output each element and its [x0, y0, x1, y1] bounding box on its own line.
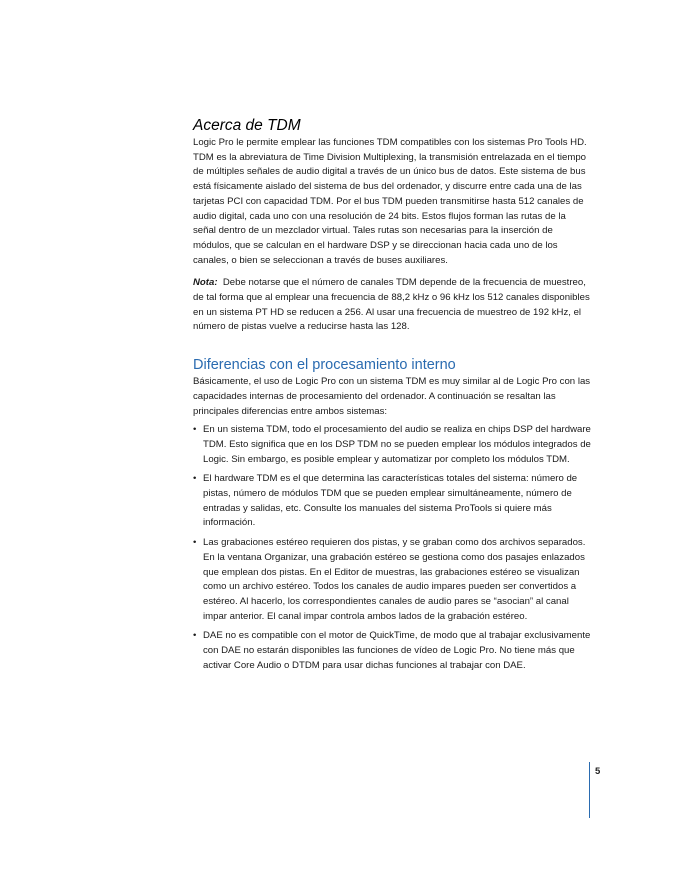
- differences-intro: Básicamente, el uso de Logic Pro con un sistema TDM es muy similar al de Logic Pro con las capacidades internas de procesamiento del ordenador. A continuación se resaltan las principales diferencias entre ambos sistemas:: [193, 376, 591, 417]
- list-item: [193, 629, 591, 673]
- section-title-tdm: Acerca de TDM: [193, 117, 301, 134]
- bullet-icon: •: [193, 630, 197, 642]
- bullet-icon: •: [193, 537, 197, 549]
- list-item-text: DAE no es compatible con el motor de QuickTime, de modo que al trabajar exclusivamente con DAE no estarán disponibles las funciones de vídeo de Logic Pro. No tiene más que activar Core Audio o DTDM para usar dichas funciones al trabajar con DAE.: [203, 630, 591, 671]
- page-number: 5: [595, 766, 601, 777]
- note-text: Debe notarse que el número de canales TDM depende de la frecuencia de muestreo, de tal forma que al emplear una frecuencia de 88,2 kHz o 96 kHz los 512 canales disponibles en un sistema PT HD se reducen a 256. Al usar una frecuencia de muestreo de 192 kHz, el número de pistas vuelve a reducirse hasta las 128.: [193, 277, 590, 333]
- section-title-differences: Diferencias con el procesamiento interno: [193, 357, 456, 374]
- note-label: Nota:: [193, 277, 218, 289]
- list-item-text: En un sistema TDM, todo el procesamiento del audio se realiza en chips DSP del hardware TDM. Esto significa que en los DSP TDM no se pueden emplear los módulos integrados de Logic. Sin embargo, es posible emplear y automatizar por completo los módulos TDM.: [203, 424, 591, 465]
- bullet-icon: •: [193, 424, 197, 436]
- page-content: [193, 116, 591, 679]
- list-item: [193, 472, 591, 531]
- bullet-icon: •: [193, 473, 197, 485]
- differences-list: [193, 423, 591, 673]
- note-paragraph: [193, 276, 591, 335]
- list-item-text: El hardware TDM es el que determina las características totales del sistema: número de pistas, número de módulos TDM que se pueden emplear simultáneamente, número de entradas y salidas, etc. Consulte los manuales del sistema ProTools si quiere más información.: [203, 473, 578, 529]
- list-item: [193, 536, 591, 624]
- tdm-paragraph: Logic Pro le permite emplear las funciones TDM compatibles con los sistemas Pro Tools HD. TDM es la abreviatura de Time Division Multiplexing, la transmisión entrelazada en el tiempo de múltiples señales de audio digital a través de un único bus de datos. Este sistema de bus está físicamente aislado del sistema de bus del ordenador, y discurre entre cada una de las tarjetas PCI con capacidad TDM. Por el bus TDM pueden transmitirse hasta 512 canales de audio digital, cada uno con una resolución de 24 bits. Estos flujos forman las rutas de la señal dentro de un mezclador virtual. Tales rutas son necesarias para la inserción de módulos, que se calculan en el hardware DSP y se direccionan hacia cada uno de los canales, o bien se seleccionan a través de buses auxiliares.: [193, 137, 587, 266]
- footer-rule: [589, 762, 590, 818]
- list-item: [193, 423, 591, 467]
- list-item-text: Las grabaciones estéreo requieren dos pistas, y se graban como dos archivos separados. En la ventana Organizar, una grabación estéreo se gestiona como dos pasajes enlazados que emplean dos pistas. En el Editor de muestras, las grabaciones estéreo se visualizan como un archivo estéreo. Todos los canales de audio impares pueden ser convertidos a estéreo. Al hacerlo, los correspondientes canales de audio pares se “asocian” al canal impar anterior. El canal impar controla ambos lados de la grabación estéreo.: [203, 537, 586, 622]
